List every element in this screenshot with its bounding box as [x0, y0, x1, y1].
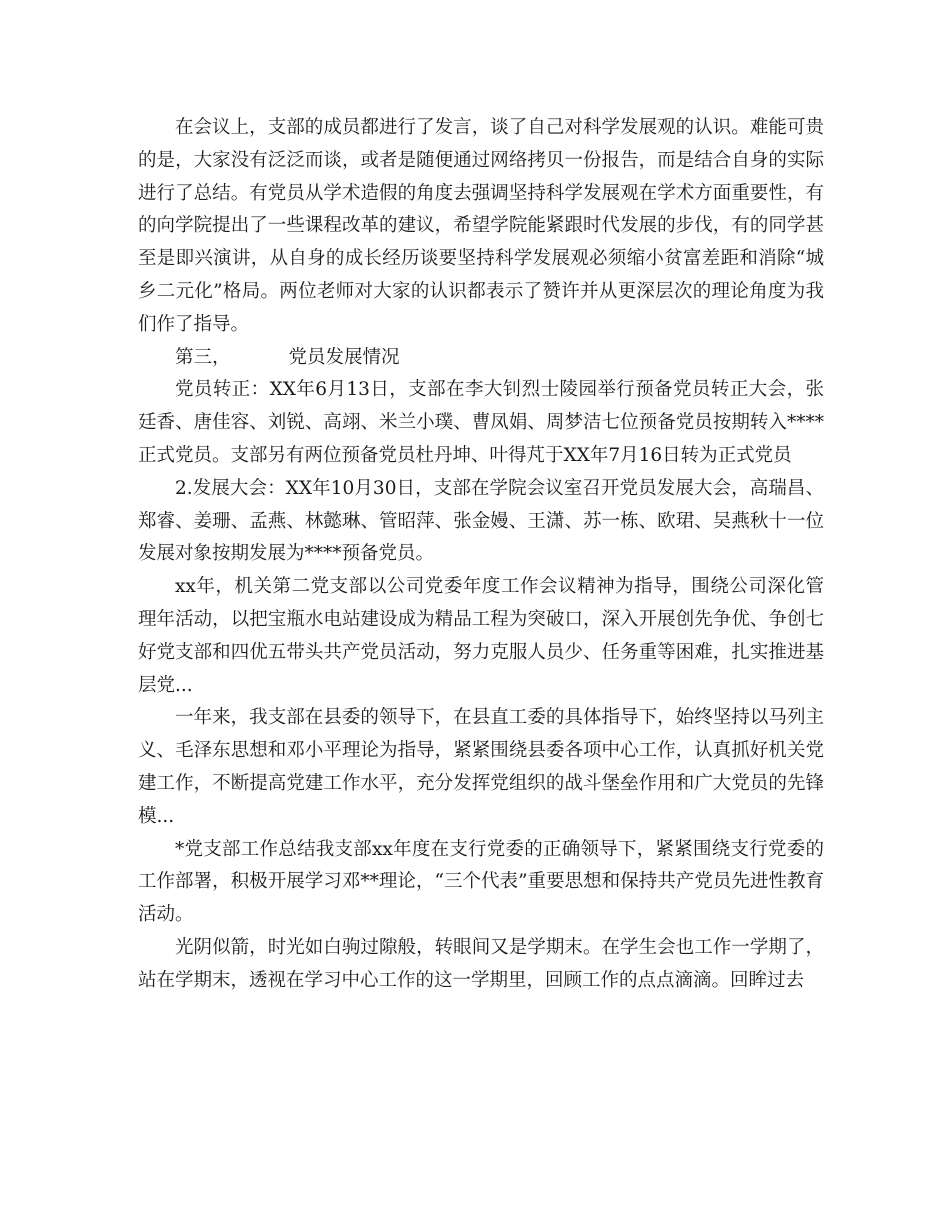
section-number: 第三，: [175, 346, 231, 368]
paragraph-semester-end: 光阴似箭，时光如白驹过隙般，转眼间又是学期末。在学生会也工作一学期了，站在学期末，透视在学习中心工作的这一学期里，回顾工作的点点滴滴。回眸过去: [138, 936, 824, 991]
paragraph-second-branch: xx年，机关第二党支部以公司党委年度工作会议精神为指导，围绕公司深化管理年活动，以把宝瓶水电站建设成为精品工程为突破口，深入开展创先争优、争创七好党支部和四优五带头共产党员活动，努力克服人员少、任务重等困难，扎实推进基层党...: [138, 576, 824, 696]
section-title: 党员发展情况: [288, 346, 400, 368]
document-body: [138, 112, 824, 998]
paragraph-development-meeting: 2.发展大会：XX年10月30日，支部在学院会议室召开党员发展大会，高瑞昌、郑睿、姜珊、孟燕、林懿琳、管昭萍、张金嫚、王潇、苏一栋、欧珺、吴燕秋十一位发展对象按期发展为****预备党员。: [138, 477, 824, 565]
paragraph-member-confirmation: 党员转正：XX年6月13日，支部在李大钊烈士陵园举行预备党员转正大会，张廷香、唐佳容、刘锐、高翊、米兰小璞、曹凤娟、周梦洁七位预备党员按期转入****正式党员。支部另有两位预备党员杜丹坤、叶得芃于XX年7月16日转为正式党员: [138, 379, 824, 466]
paragraph-year-review: 一年来，我支部在县委的领导下，在县直工委的具体指导下，始终坚持以马列主义、毛泽东思想和邓小平理论为指导，紧紧围绕县委各项中心工作，认真抓好机关党建工作，不断提高党建工作水平，充分发挥党组织的战斗堡垒作用和广大党员的先锋模...: [138, 707, 824, 827]
paragraph-meeting-speeches: 在会议上，支部的成员都进行了发言，谈了自己对科学发展观的认识。难能可贵的是，大家没有泛泛而谈，或者是随便通过网络拷贝一份报告，而是结合自身的实际进行了总结。有党员从学术造假的角度去强调坚持科学发展观在学术方面重要性，有的向学院提出了一些课程改革的建议，希望学院能紧跟时代发展的步伐，有的同学甚至是即兴演讲，从自身的成长经历谈要坚持科学发展观必须缩小贫富差距和消除“城乡二元化”格局。两位老师对大家的认识都表示了赞许并从更深层次的理论角度为我们作了指导。: [138, 117, 824, 335]
paragraph-branch-summary: *党支部工作总结我支部xx年度在支行党委的正确领导下，紧紧围绕支行党委的工作部署，积极开展学习邓**理论，“三个代表”重要思想和保持共产党员先进性教育活动。: [138, 838, 824, 926]
section-heading: [138, 342, 824, 375]
